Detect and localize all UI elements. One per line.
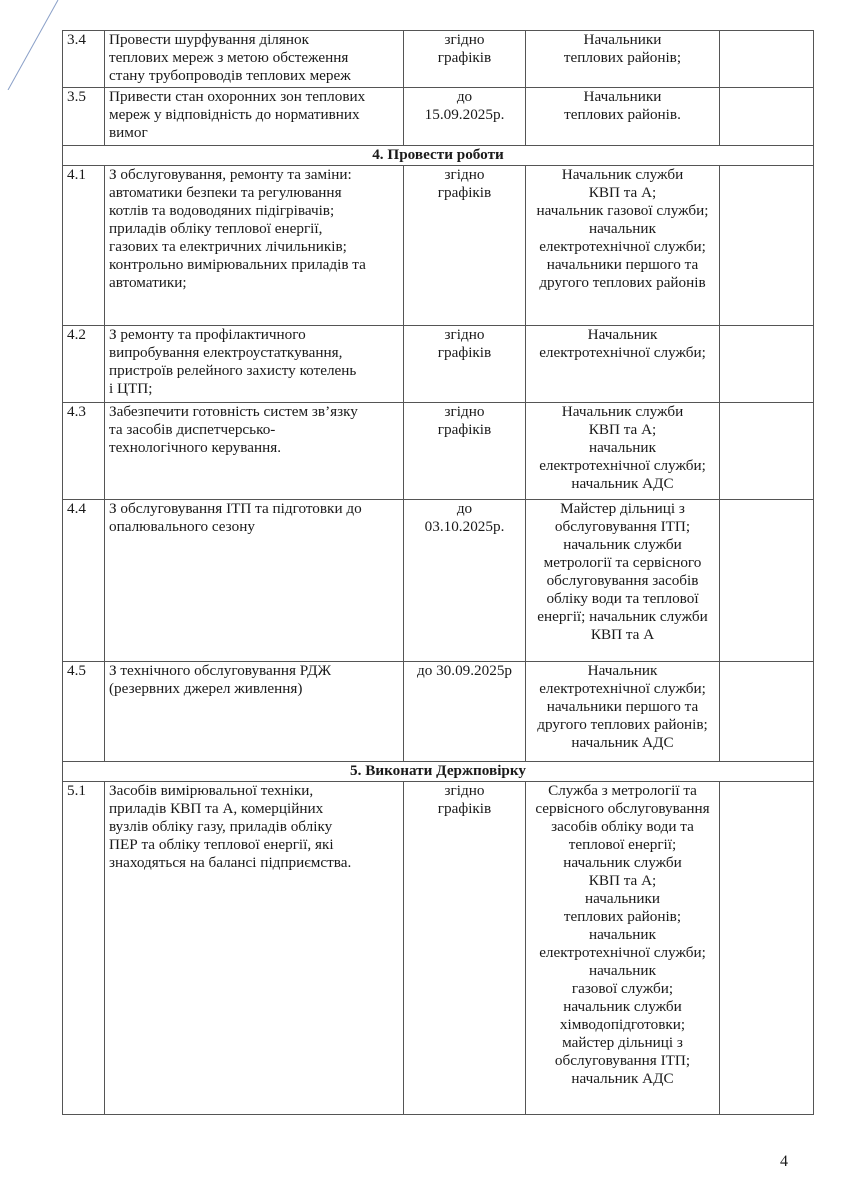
responsible-persons-line: начальники першого та: [546, 698, 699, 715]
responsible-persons: [526, 500, 720, 662]
task-description: [105, 403, 404, 500]
responsible-persons-line: теплових районів;: [563, 908, 682, 925]
section-header-row: [63, 762, 814, 782]
responsible-persons-line: електротехнічної служби;: [539, 680, 706, 697]
deadline-line: 03.10.2025р.: [424, 518, 505, 535]
task-description-line: З обслуговування ІТП та підготовки до: [109, 500, 362, 517]
work-plan-table: [62, 30, 814, 1115]
deadline-line: 15.09.2025р.: [424, 106, 505, 123]
responsible-persons-line: Начальники: [583, 31, 662, 48]
responsible-persons-line: начальники: [584, 890, 661, 907]
task-description: [105, 166, 404, 326]
responsible-persons-line: КВП та А;: [588, 421, 657, 438]
responsible-persons-line: начальники першого та: [546, 256, 699, 273]
responsible-persons-line: начальник: [589, 439, 656, 456]
responsible-persons-line: електротехнічної служби;: [539, 344, 706, 361]
item-number: 4.5: [63, 662, 105, 762]
task-description-line: знаходяться на балансі підприємства.: [109, 854, 352, 871]
table-row: [63, 662, 814, 762]
note-cell: [720, 88, 814, 146]
task-description-line: стану трубопроводів теплових мереж: [109, 67, 351, 84]
responsible-persons: [526, 88, 720, 146]
responsible-persons-line: Начальник: [587, 326, 658, 343]
responsible-persons-line: начальник: [589, 220, 656, 237]
deadline: [404, 782, 526, 1115]
responsible-persons-line: сервісного обслуговування: [535, 800, 710, 817]
responsible-persons: [526, 31, 720, 88]
task-description: [105, 500, 404, 662]
task-description: [105, 88, 404, 146]
task-description: [105, 782, 404, 1115]
responsible-persons: [526, 326, 720, 403]
task-description-line: автоматики безпеки та регулювання: [109, 184, 342, 201]
responsible-persons-line: обслуговування засобів: [546, 572, 699, 589]
section-title: 5. Виконати Держповірку: [63, 762, 814, 782]
section-header-row: [63, 146, 814, 166]
task-description: [105, 31, 404, 88]
responsible-persons-line: хімводопідготовки;: [559, 1016, 686, 1033]
task-description-line: Привести стан охоронних зон теплових: [109, 88, 366, 105]
responsible-persons-line: начальник АДС: [571, 1070, 674, 1087]
task-description-line: Провести шурфування ділянок: [109, 31, 309, 48]
responsible-persons-line: теплової енергії;: [568, 836, 677, 853]
item-number: 4.3: [63, 403, 105, 500]
responsible-persons-line: начальник служби: [563, 854, 682, 871]
note-cell: [720, 31, 814, 88]
task-description-line: ПЕР та обліку теплової енергії, які: [109, 836, 334, 853]
task-description: [105, 326, 404, 403]
responsible-persons-line: другого теплових районів;: [537, 716, 708, 733]
table-row: [63, 166, 814, 326]
task-description-line: технологічного керування.: [109, 439, 281, 456]
responsible-persons-line: начальник служби: [563, 536, 682, 553]
deadline-line: графіків: [437, 344, 492, 361]
responsible-persons-line: метрології та сервісного: [543, 554, 702, 571]
task-description-line: З технічного обслуговування РДЖ: [109, 662, 332, 679]
item-number: 4.1: [63, 166, 105, 326]
task-description-line: З ремонту та профілактичного: [109, 326, 306, 343]
responsible-persons-line: Начальники: [583, 88, 662, 105]
task-description-line: приладів обліку теплової енергії,: [109, 220, 323, 237]
task-description-line: вимог: [109, 124, 148, 141]
responsible-persons-line: обслуговування ІТП;: [554, 1052, 691, 1069]
responsible-persons-line: обліку води та теплової: [546, 590, 699, 607]
deadline-line: згідно: [444, 782, 485, 799]
responsible-persons-line: Майстер дільниці з: [560, 500, 685, 517]
responsible-persons: [526, 662, 720, 762]
table-row: [63, 31, 814, 88]
responsible-persons-line: Начальник: [587, 662, 658, 679]
item-number: 4.4: [63, 500, 105, 662]
deadline-line: згідно: [444, 403, 485, 420]
item-number: 5.1: [63, 782, 105, 1115]
task-description-line: випробування електроустаткування,: [109, 344, 343, 361]
task-description-line: і ЦТП;: [109, 380, 153, 397]
responsible-persons-line: обслуговування ІТП;: [554, 518, 691, 535]
deadline: [404, 31, 526, 88]
task-description: [105, 662, 404, 762]
deadline: [404, 662, 526, 762]
task-description-line: (резервних джерел живлення): [109, 680, 303, 697]
deadline-line: до: [456, 500, 473, 517]
task-description-line: опалювального сезону: [109, 518, 255, 535]
note-cell: [720, 166, 814, 326]
responsible-persons: [526, 782, 720, 1115]
deadline: [404, 500, 526, 662]
responsible-persons-line: начальник АДС: [571, 475, 674, 492]
deadline-line: графіків: [437, 421, 492, 438]
deadline-line: до: [456, 88, 473, 105]
table-row: [63, 88, 814, 146]
table-row: [63, 500, 814, 662]
responsible-persons-line: КВП та А: [590, 626, 655, 643]
responsible-persons: [526, 166, 720, 326]
deadline: [404, 88, 526, 146]
responsible-persons-line: Служба з метрології та: [548, 782, 697, 799]
note-cell: [720, 500, 814, 662]
page-number: 4: [780, 1153, 788, 1170]
task-description-line: теплових мереж з метою обстеження: [109, 49, 349, 66]
deadline: [404, 166, 526, 326]
task-description-line: контрольно вимірювальних приладів та: [109, 256, 366, 273]
responsible-persons-line: теплових районів;: [563, 49, 682, 66]
note-cell: [720, 403, 814, 500]
task-description-line: автоматики;: [109, 274, 187, 291]
table-row: [63, 782, 814, 1115]
item-number: 4.2: [63, 326, 105, 403]
task-description-line: котлів та водоводяних підігрівачів;: [109, 202, 335, 219]
deadline-line: графіків: [437, 49, 492, 66]
note-cell: [720, 782, 814, 1115]
task-description-line: мереж у відповідність до нормативних: [109, 106, 360, 123]
note-cell: [720, 326, 814, 403]
table-row: [63, 326, 814, 403]
task-description-line: та засобів диспетчерсько-: [109, 421, 276, 438]
deadline: [404, 403, 526, 500]
responsible-persons-line: начальник: [589, 962, 656, 979]
task-description-line: пристроїв релейного захисту котелень: [109, 362, 357, 379]
deadline-line: графіків: [437, 184, 492, 201]
table-row: [63, 403, 814, 500]
responsible-persons-line: Начальник служби: [561, 403, 684, 420]
task-description-line: приладів КВП та А, комерційних: [109, 800, 324, 817]
task-description-line: Забезпечити готовність систем зв’язку: [109, 403, 358, 420]
deadline-line: графіків: [437, 800, 492, 817]
deadline-line: до 30.09.2025р: [416, 662, 513, 679]
responsible-persons-line: енергії; начальник служби: [537, 608, 708, 625]
responsible-persons-line: майстер дільниці з: [562, 1034, 683, 1051]
responsible-persons-line: електротехнічної служби;: [539, 944, 706, 961]
responsible-persons-line: начальник АДС: [571, 734, 674, 751]
responsible-persons-line: газової служби;: [571, 980, 674, 997]
deadline-line: згідно: [444, 326, 485, 343]
note-cell: [720, 662, 814, 762]
responsible-persons-line: начальник служби: [563, 998, 682, 1015]
responsible-persons-line: електротехнічної служби;: [539, 238, 706, 255]
responsible-persons-line: електротехнічної служби;: [539, 457, 706, 474]
item-number: 3.5: [63, 88, 105, 146]
deadline-line: згідно: [444, 166, 485, 183]
item-number: 3.4: [63, 31, 105, 88]
responsible-persons: [526, 403, 720, 500]
responsible-persons-line: Начальник служби: [561, 166, 684, 183]
deadline: [404, 326, 526, 403]
responsible-persons-line: начальник: [589, 926, 656, 943]
section-title: 4. Провести роботи: [63, 146, 814, 166]
deadline-line: згідно: [444, 31, 485, 48]
task-description-line: газових та електричних лічильників;: [109, 238, 347, 255]
task-description-line: З обслуговування, ремонту та заміни:: [109, 166, 352, 183]
responsible-persons-line: засобів обліку води та: [551, 818, 694, 835]
responsible-persons-line: начальник газової служби;: [536, 202, 709, 219]
responsible-persons-line: теплових районів.: [564, 106, 681, 123]
responsible-persons-line: КВП та А;: [588, 872, 657, 889]
task-description-line: вузлів обліку газу, приладів обліку: [109, 818, 333, 835]
scan-mark-line: [0, 0, 60, 90]
task-description-line: Засобів вимірювальної техніки,: [109, 782, 314, 799]
responsible-persons-line: КВП та А;: [588, 184, 657, 201]
responsible-persons-line: другого теплових районів: [539, 274, 706, 291]
